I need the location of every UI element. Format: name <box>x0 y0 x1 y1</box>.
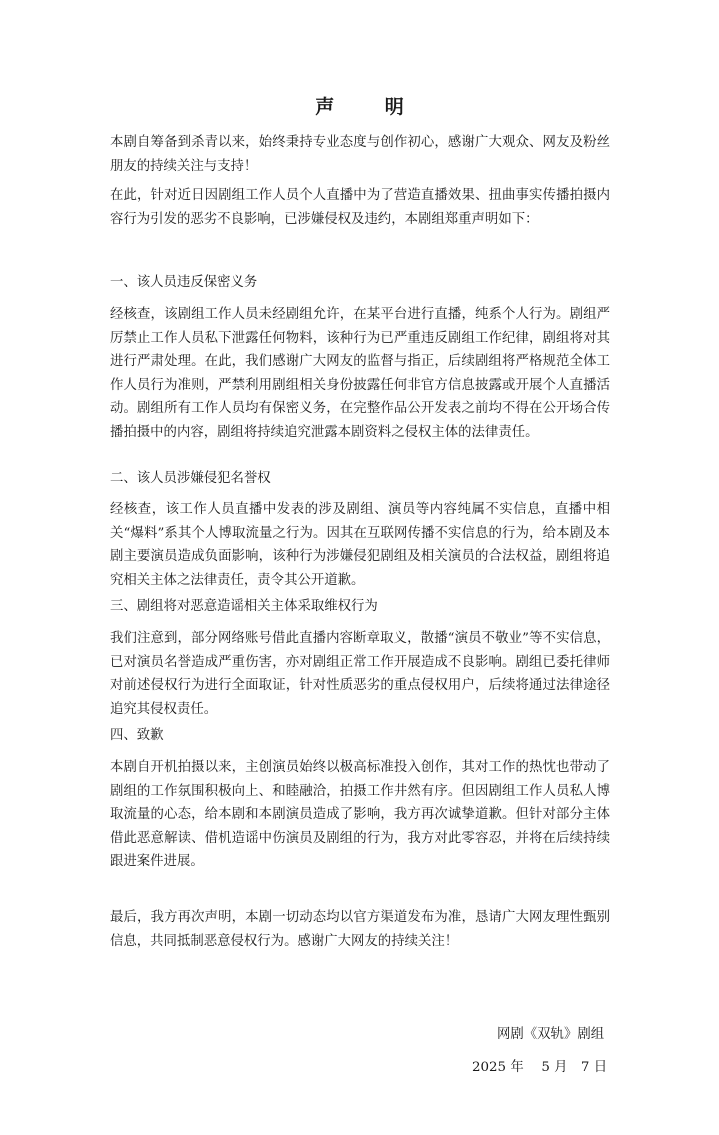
signature-date: 2025 年 5 月 7 日 <box>472 1060 608 1075</box>
signature-org: 网剧《双轨》剧组 <box>497 1027 605 1042</box>
intro-paragraph: 本剧自筹备到杀青以来，始终秉持专业态度与创作初心，感谢广大观众、网友及粉丝朋友的持续关注与支持！ <box>110 135 610 174</box>
closing-paragraph: 最后，我方再次声明，本剧一切动态均以官方渠道发布为准，恳请广大网友理性甄别信息，共同抵制恶意侵权行为。感谢广大网友的持续关注！ <box>110 910 610 949</box>
document-title: 声 明 <box>315 96 426 118</box>
section-4-heading: 四、致歉 <box>110 728 164 743</box>
preface-paragraph: 在此，针对近日因剧组工作人员个人直播中为了营造直播效果、扭曲事实传播拍摄内容行为引发的恶劣不良影响，已涉嫌侵权及违约，本剧组郑重声明如下： <box>110 188 610 227</box>
section-1-body: 经核查，该剧组工作人员未经剧组允许，在某平台进行直播，纯系个人行为。剧组严厉禁止工作人员私下泄露任何物料，该种行为已严重违反剧组工作纪律，剧组将对其进行严肃处理。在此，我们感谢广大网友的监督与指正，后续剧组将严格规范全体工作人员行为准则，严禁利用剧组相关身份披露任何非官方信息披露或开展个人直播活动。剧组所有工作人员均有保密义务，在完整作品公开发表之前均不得在公开场合传播拍摄中的内容，剧组将持续追究泄露本剧资料之侵权主体的法律责任。 <box>110 307 610 440</box>
section-4-body: 本剧自开机拍摄以来，主创演员始终以极高标准投入创作，其对工作的热忱也带动了剧组的工作氛围积极向上、和睦融洽，拍摄工作井然有序。但因剧组工作人员私人博取流量的心态，给本剧和本剧演员造成了影响，我方再次诚挚道歉。但针对部分主体借此恶意解读、借机造谣中伤演员及剧组的行为，我方对此零容忍，并将在后续持续跟进案件进展。 <box>110 760 610 869</box>
section-2-heading: 二、该人员涉嫌侵犯名誉权 <box>110 471 271 486</box>
section-2-body: 经核查，该工作人员直播中发表的涉及剧组、演员等内容纯属不实信息，直播中相关“爆料”系其个人博取流量之行为。因其在互联网传播不实信息的行为，给本剧及本剧主要演员造成负面影响，该种行为涉嫌侵犯剧组及相关演员的合法权益，剧组将追究相关主体之法律责任，责令其公开道歉。 <box>110 502 610 588</box>
section-3-body: 我们注意到，部分网络账号借此直播内容断章取义，散播“演员不敬业”等不实信息，已对演员名誉造成严重伤害，亦对剧组正常工作开展造成不良影响。剧组已委托律师对前述侵权行为进行全面取证，针对性质恶劣的重点侵权用户，后续将通过法律途径追究其侵权责任。 <box>110 631 610 717</box>
section-1-heading: 一、该人员违反保密义务 <box>110 275 258 290</box>
section-3-heading: 三、剧组将对恶意造谣相关主体采取维权行为 <box>110 599 378 614</box>
